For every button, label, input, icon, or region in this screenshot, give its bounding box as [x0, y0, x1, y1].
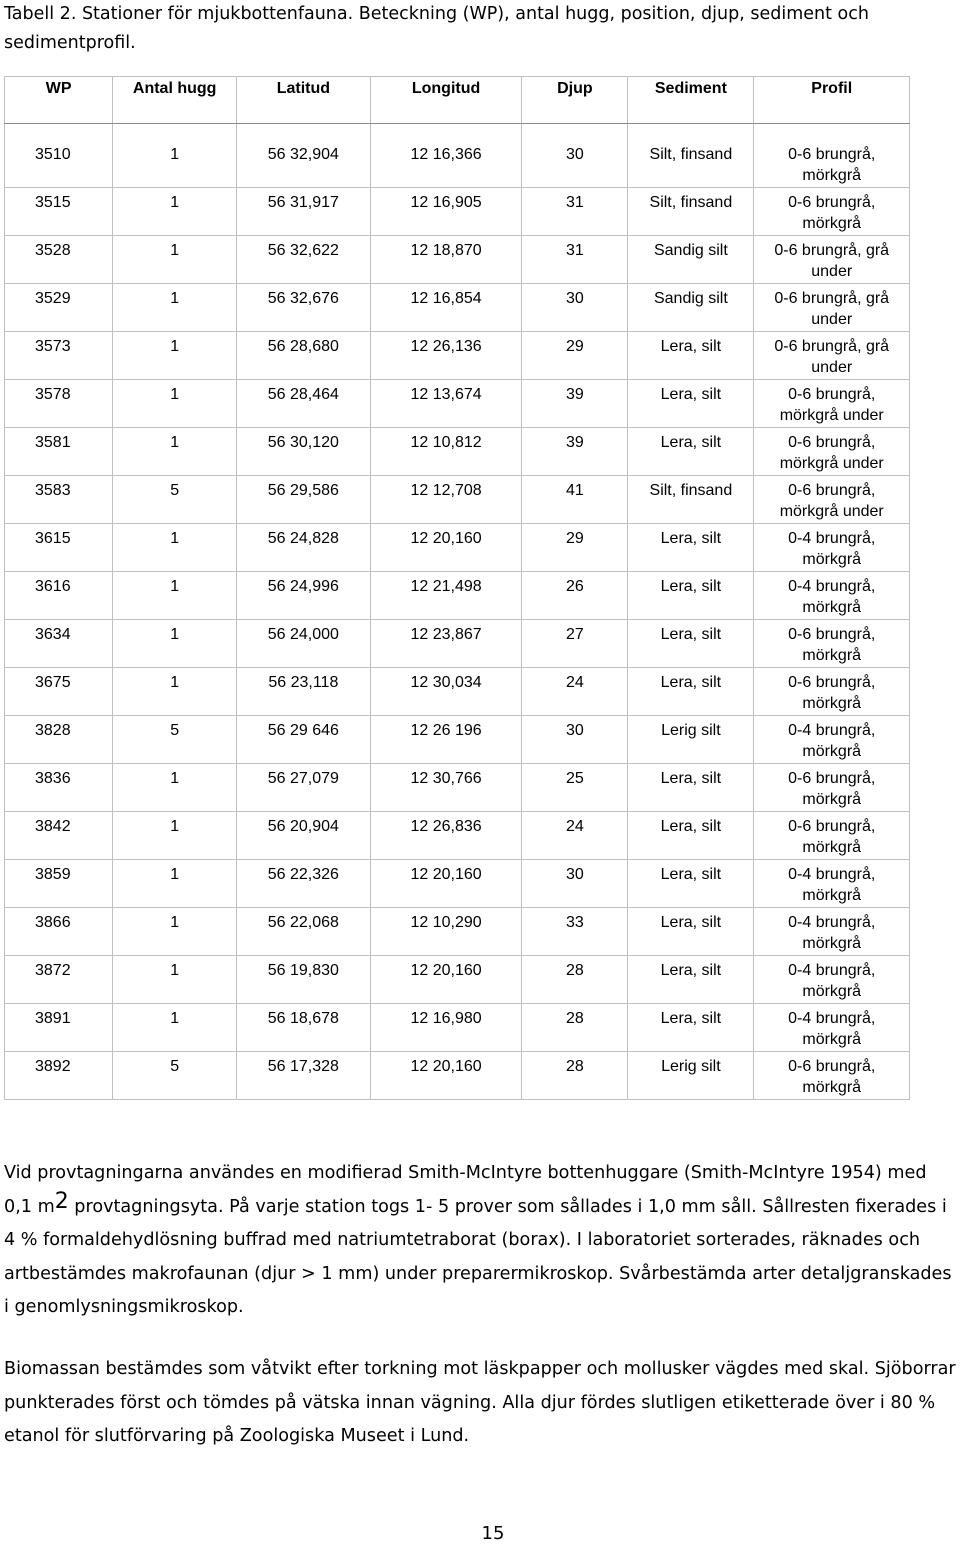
profil-text: 0-6 brungrå, mörkgrå [788, 674, 876, 712]
profil-text: 0-4 brungrå, mörkgrå [788, 722, 876, 760]
cell-profil [754, 812, 910, 860]
cell-wp: 3583 [5, 476, 113, 524]
page-number: 15 [481, 1523, 505, 1544]
cell-sediment: Lera, silt [628, 668, 754, 716]
method-text-part1: Vid provtagningarna användes en modifierad Smith-McIntyre bottenhuggare (Smith-McIntyre 1954) med 0,1 m [4, 1163, 927, 1217]
cell-longitud: 12 20,160 [370, 956, 522, 1004]
cell-latitud: 56 24,000 [237, 620, 371, 668]
cell-longitud: 12 20,160 [370, 1052, 522, 1100]
cell-latitud: 56 29,586 [237, 476, 371, 524]
superscript-two: 2 [54, 1188, 69, 1214]
table-row [5, 1004, 910, 1052]
cell-djup: 28 [522, 1004, 628, 1052]
cell-longitud: 12 26,136 [370, 332, 522, 380]
cell-antal-hugg: 1 [113, 908, 237, 956]
cell-latitud: 56 24,828 [237, 524, 371, 572]
profil-text: 0-4 brungrå, mörkgrå [788, 962, 876, 1000]
cell-sediment: Sandig silt [628, 284, 754, 332]
cell-latitud: 56 28,680 [237, 332, 371, 380]
cell-sediment: Lera, silt [628, 1004, 754, 1052]
table-row [5, 572, 910, 620]
cell-sediment: Lerig silt [628, 1052, 754, 1100]
table-row [5, 524, 910, 572]
cell-latitud: 56 32,622 [237, 236, 371, 284]
table-row [5, 236, 910, 284]
cell-djup: 41 [522, 476, 628, 524]
cell-wp: 3529 [5, 284, 113, 332]
cell-antal-hugg: 1 [113, 860, 237, 908]
cell-wp: 3891 [5, 1004, 113, 1052]
cell-antal-hugg: 1 [113, 956, 237, 1004]
cell-wp: 3859 [5, 860, 113, 908]
cell-wp: 3892 [5, 1052, 113, 1100]
cell-profil [754, 668, 910, 716]
cell-sediment: Lerig silt [628, 716, 754, 764]
profil-text: 0-4 brungrå, mörkgrå [788, 578, 876, 616]
table-row [5, 812, 910, 860]
cell-wp: 3836 [5, 764, 113, 812]
cell-djup: 28 [522, 956, 628, 1004]
table-row [5, 860, 910, 908]
biomass-text: Biomassan bestämdes som våtvikt efter torkning mot läskpapper och mollusker vägdes med skal. Sjöborrar punkterades först och tömdes på vätska innan vägning. Alla djur fördes slutligen etiketterade över i 80 % etanol för slutförvaring på Zoologiska Museet i Lund. [4, 1359, 956, 1446]
cell-sediment: Lera, silt [628, 860, 754, 908]
cell-antal-hugg: 1 [113, 620, 237, 668]
cell-sediment: Lera, silt [628, 812, 754, 860]
cell-sediment: Lera, silt [628, 428, 754, 476]
table-row [5, 284, 910, 332]
table-row [5, 124, 910, 188]
cell-longitud: 12 21,498 [370, 572, 522, 620]
cell-antal-hugg: 1 [113, 380, 237, 428]
cell-antal-hugg: 5 [113, 716, 237, 764]
cell-wp: 3828 [5, 716, 113, 764]
profil-text: 0-4 brungrå, mörkgrå [788, 1010, 876, 1048]
cell-antal-hugg: 5 [113, 476, 237, 524]
cell-latitud: 56 28,464 [237, 380, 371, 428]
cell-wp: 3872 [5, 956, 113, 1004]
cell-profil [754, 236, 910, 284]
cell-djup: 30 [522, 716, 628, 764]
table-row [5, 476, 910, 524]
table-row [5, 716, 910, 764]
table-row [5, 428, 910, 476]
cell-longitud: 12 10,290 [370, 908, 522, 956]
cell-latitud: 56 27,079 [237, 764, 371, 812]
cell-djup: 30 [522, 284, 628, 332]
cell-sediment: Sandig silt [628, 236, 754, 284]
cell-antal-hugg: 1 [113, 236, 237, 284]
cell-latitud: 56 31,917 [237, 188, 371, 236]
header-longitud: Longitud [370, 77, 522, 124]
cell-antal-hugg: 1 [113, 1004, 237, 1052]
cell-profil [754, 908, 910, 956]
cell-profil [754, 1004, 910, 1052]
table-row [5, 620, 910, 668]
cell-longitud: 12 16,366 [370, 124, 522, 188]
cell-antal-hugg: 1 [113, 764, 237, 812]
profil-text: 0-6 brungrå, mörkgrå under [779, 386, 884, 424]
cell-latitud: 56 32,904 [237, 124, 371, 188]
cell-latitud: 56 30,120 [237, 428, 371, 476]
cell-profil [754, 284, 910, 332]
cell-djup: 29 [522, 524, 628, 572]
cell-djup: 31 [522, 188, 628, 236]
table-row [5, 956, 910, 1004]
cell-latitud: 56 19,830 [237, 956, 371, 1004]
cell-djup: 30 [522, 860, 628, 908]
profil-text: 0-6 brungrå, grå under [774, 242, 890, 280]
cell-sediment: Lera, silt [628, 572, 754, 620]
cell-profil [754, 1052, 910, 1100]
header-latitud: Latitud [237, 77, 371, 124]
cell-djup: 39 [522, 380, 628, 428]
profil-text: 0-6 brungrå, mörkgrå [788, 194, 876, 232]
cell-djup: 24 [522, 668, 628, 716]
cell-profil [754, 572, 910, 620]
table-row [5, 764, 910, 812]
cell-profil [754, 716, 910, 764]
cell-longitud: 12 30,034 [370, 668, 522, 716]
cell-antal-hugg: 1 [113, 572, 237, 620]
cell-latitud: 56 24,996 [237, 572, 371, 620]
profil-text: 0-4 brungrå, mörkgrå [788, 866, 876, 904]
table-row [5, 188, 910, 236]
cell-latitud: 56 23,118 [237, 668, 371, 716]
cell-latitud: 56 20,904 [237, 812, 371, 860]
header-antal-hugg: Antal hugg [113, 77, 237, 124]
table-row [5, 380, 910, 428]
cell-latitud: 56 22,326 [237, 860, 371, 908]
table-caption: Tabell 2. Stationer för mjukbottenfauna. Beteckning (WP), antal hugg, position, djup, sediment och sedimentprofil. [4, 4, 869, 53]
cell-djup: 28 [522, 1052, 628, 1100]
table-row [5, 668, 910, 716]
cell-wp: 3510 [5, 124, 113, 188]
cell-longitud: 12 13,674 [370, 380, 522, 428]
cell-wp: 3515 [5, 188, 113, 236]
profil-text: 0-6 brungrå, mörkgrå under [779, 482, 884, 520]
cell-wp: 3581 [5, 428, 113, 476]
cell-djup: 29 [522, 332, 628, 380]
cell-longitud: 12 20,160 [370, 860, 522, 908]
cell-longitud: 12 26,836 [370, 812, 522, 860]
cell-antal-hugg: 1 [113, 668, 237, 716]
profil-text: 0-6 brungrå, mörkgrå [788, 626, 876, 664]
table-row [5, 908, 910, 956]
table-row [5, 1052, 910, 1100]
cell-latitud: 56 22,068 [237, 908, 371, 956]
cell-latitud: 56 32,676 [237, 284, 371, 332]
cell-sediment: Lera, silt [628, 380, 754, 428]
profil-text: 0-6 brungrå, mörkgrå under [779, 434, 884, 472]
method-paragraph [4, 1157, 960, 1325]
method-text-part2: provtagningsyta. På varje station togs 1- 5 prover som sållades i 1,0 mm såll. Sållresten fixerades i 4 % formaldehydlösning buffrad med natriumtetraborat (borax). I laboratoriet sorterades, räknades och artbestämdes makrofaunan (djur > 1 mm) under preparermikroskop. Svårbestämda arter detaljgranskades i genomlysningsmikroskop. [4, 1196, 952, 1317]
cell-profil [754, 476, 910, 524]
cell-longitud: 12 30,766 [370, 764, 522, 812]
cell-antal-hugg: 1 [113, 188, 237, 236]
cell-profil [754, 332, 910, 380]
cell-wp: 3616 [5, 572, 113, 620]
cell-longitud: 12 16,854 [370, 284, 522, 332]
cell-wp: 3573 [5, 332, 113, 380]
cell-longitud: 12 16,980 [370, 1004, 522, 1052]
cell-longitud: 12 12,708 [370, 476, 522, 524]
cell-antal-hugg: 5 [113, 1052, 237, 1100]
cell-djup: 33 [522, 908, 628, 956]
cell-profil [754, 428, 910, 476]
profil-text: 0-6 brungrå, mörkgrå [788, 146, 876, 184]
cell-wp: 3528 [5, 236, 113, 284]
cell-profil [754, 620, 910, 668]
cell-wp: 3615 [5, 524, 113, 572]
cell-sediment: Lera, silt [628, 332, 754, 380]
cell-djup: 26 [522, 572, 628, 620]
cell-djup: 31 [522, 236, 628, 284]
header-wp: WP [5, 77, 113, 124]
cell-sediment: Silt, finsand [628, 124, 754, 188]
cell-profil [754, 524, 910, 572]
cell-djup: 27 [522, 620, 628, 668]
cell-djup: 30 [522, 124, 628, 188]
cell-antal-hugg: 1 [113, 332, 237, 380]
cell-djup: 25 [522, 764, 628, 812]
cell-latitud: 56 29 646 [237, 716, 371, 764]
cell-profil [754, 380, 910, 428]
profil-text: 0-6 brungrå, mörkgrå [788, 1058, 876, 1096]
cell-profil [754, 764, 910, 812]
cell-longitud: 12 26 196 [370, 716, 522, 764]
cell-latitud: 56 17,328 [237, 1052, 371, 1100]
header-sediment: Sediment [628, 77, 754, 124]
profil-text: 0-6 brungrå, grå under [774, 338, 890, 376]
cell-antal-hugg: 1 [113, 524, 237, 572]
cell-longitud: 12 23,867 [370, 620, 522, 668]
cell-longitud: 12 18,870 [370, 236, 522, 284]
cell-djup: 24 [522, 812, 628, 860]
header-profil: Profil [754, 77, 910, 124]
cell-profil [754, 124, 910, 188]
cell-wp: 3866 [5, 908, 113, 956]
profil-text: 0-6 brungrå, mörkgrå [788, 770, 876, 808]
cell-wp: 3842 [5, 812, 113, 860]
cell-longitud: 12 16,905 [370, 188, 522, 236]
cell-wp: 3675 [5, 668, 113, 716]
biomass-paragraph [4, 1353, 960, 1454]
cell-longitud: 12 20,160 [370, 524, 522, 572]
cell-sediment: Lera, silt [628, 524, 754, 572]
cell-sediment: Lera, silt [628, 764, 754, 812]
cell-wp: 3634 [5, 620, 113, 668]
cell-wp: 3578 [5, 380, 113, 428]
profil-text: 0-6 brungrå, mörkgrå [788, 818, 876, 856]
table-header-row [5, 77, 910, 124]
cell-antal-hugg: 1 [113, 812, 237, 860]
profil-text: 0-4 brungrå, mörkgrå [788, 914, 876, 952]
stations-table [4, 76, 910, 1100]
table-row [5, 332, 910, 380]
cell-profil [754, 188, 910, 236]
profil-text: 0-6 brungrå, grå under [774, 290, 890, 328]
cell-sediment: Lera, silt [628, 956, 754, 1004]
cell-antal-hugg: 1 [113, 124, 237, 188]
header-djup: Djup [522, 77, 628, 124]
cell-djup: 39 [522, 428, 628, 476]
cell-sediment: Lera, silt [628, 620, 754, 668]
cell-profil [754, 956, 910, 1004]
cell-sediment: Silt, finsand [628, 476, 754, 524]
cell-antal-hugg: 1 [113, 284, 237, 332]
profil-text: 0-4 brungrå, mörkgrå [788, 530, 876, 568]
cell-latitud: 56 18,678 [237, 1004, 371, 1052]
cell-profil [754, 860, 910, 908]
cell-sediment: Lera, silt [628, 908, 754, 956]
cell-sediment: Silt, finsand [628, 188, 754, 236]
cell-antal-hugg: 1 [113, 428, 237, 476]
cell-longitud: 12 10,812 [370, 428, 522, 476]
